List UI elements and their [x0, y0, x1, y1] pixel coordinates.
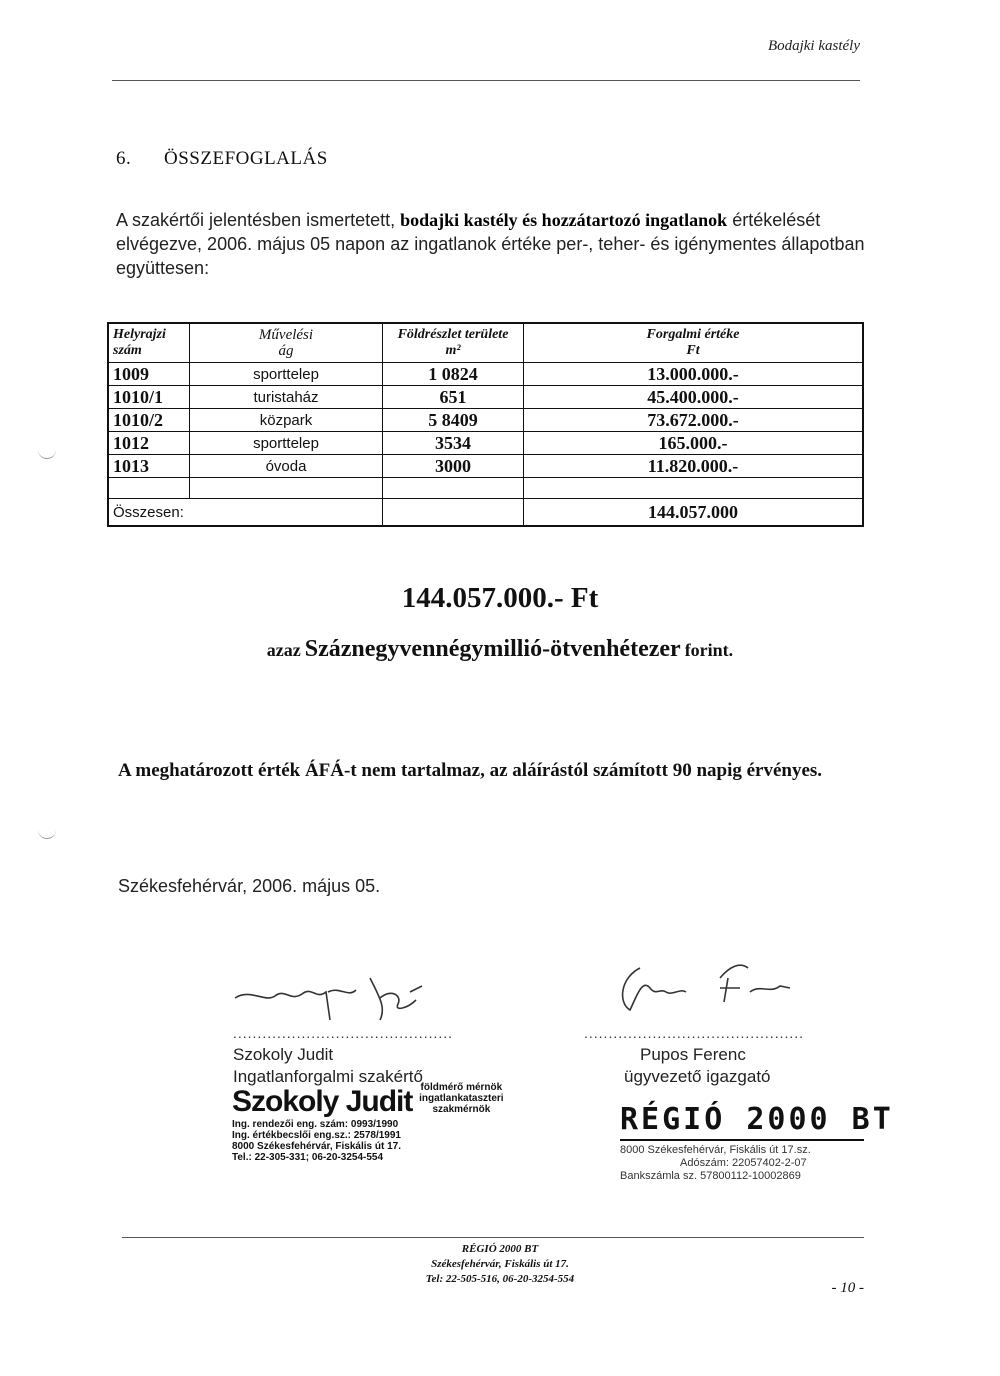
cell-terulet: 1 0824: [383, 363, 524, 386]
total-empty-cell: [383, 499, 524, 527]
signer-role-left: Ingatlanforgalmi szakértő: [233, 1067, 423, 1086]
words-prefix: azaz: [266, 640, 301, 660]
total-value: 144.057.000: [524, 499, 864, 527]
binder-hole-mark: [38, 828, 56, 839]
table-row: [108, 432, 863, 455]
cell-ertek: 73.672.000.-: [524, 409, 864, 432]
table-header-row: [108, 323, 863, 363]
header-terulet: Földrészlet területe m²: [383, 323, 524, 363]
section-heading: [116, 148, 328, 170]
section-title: ÖSSZEFOGLALÁS: [164, 148, 328, 169]
total-label: Összesen:: [108, 499, 383, 527]
stamp-left-title2: ingatlankataszteri szakmérnök: [419, 1093, 504, 1115]
cell-ag: óvoda: [190, 455, 383, 478]
signature-scribble-left: [230, 968, 470, 1028]
vat-note: A meghatározott érték ÁFÁ-t nem tartalmaz, az aláírástól számított 90 napig érvényes.: [118, 760, 823, 781]
intro-text-2: értékelését elvégezve, 2006. május 05 napon az ingatlanok értéke per-, teher- és igénymentes állapotban együttesen:: [116, 210, 865, 278]
cell-ertek: 165.000.-: [524, 432, 864, 455]
footer-line1: RÉGIÓ 2000 BT: [461, 1243, 539, 1255]
stamp-left-name: Szokoly Judit: [232, 1085, 413, 1118]
cell-ertek: 13.000.000.-: [524, 363, 864, 386]
stamp-left-line1: Ing. rendezői eng. szám: 0993/1990: [232, 1119, 399, 1130]
section-number: 6.: [116, 148, 132, 169]
stamp-right-line3: Bankszámla sz. 57800112-10002869: [620, 1170, 801, 1182]
cell-ag: sporttelep: [190, 363, 383, 386]
table-row-empty: [108, 478, 863, 499]
cell-ag: sporttelep: [190, 432, 383, 455]
intro-bold: bodajki kastély és hozzátartozó ingatlanok: [400, 210, 728, 230]
stamp-left: [232, 1082, 504, 1163]
cell-ertek: 11.820.000.-: [524, 455, 864, 478]
stamp-right-logo: RÉGIÓ 2000 BT: [620, 1102, 894, 1137]
header-title: Bodajki kastély: [767, 38, 860, 54]
cell-ertek: 45.400.000.-: [524, 386, 864, 409]
signer-role-right: ügyvezető igazgató: [624, 1067, 771, 1086]
footer-rule: [122, 1237, 864, 1238]
footer-line3: Tel: 22-505-516, 06-20-3254-554: [425, 1273, 575, 1285]
table-row: [108, 409, 863, 432]
cell-hrsz: 1013: [108, 455, 190, 478]
signature-block-right: [584, 1022, 804, 1088]
stamp-right: [620, 1102, 894, 1183]
cell-terulet: 3000: [383, 455, 524, 478]
cell-ag: közpark: [190, 409, 383, 432]
signer-name-right: Pupos Ferenc: [640, 1045, 746, 1064]
cell-terulet: 5 8409: [383, 409, 524, 432]
cell-terulet: 651: [383, 386, 524, 409]
signature-block-left: [233, 1022, 453, 1088]
stamp-right-line1: 8000 Székesfehérvár, Fiskális út 17.sz.: [620, 1144, 811, 1156]
table-row: [108, 363, 863, 386]
cell-terulet: 3534: [383, 432, 524, 455]
cell-hrsz: 1010/2: [108, 409, 190, 432]
stamp-right-rule: [620, 1139, 864, 1141]
place-date: Székesfehérvár, 2006. május 05.: [118, 876, 381, 896]
stamp-left-line2: Ing. értékbecslői eng.sz.: 2578/1991: [232, 1130, 401, 1141]
signature-scribble-right: [600, 958, 820, 1028]
header-ertek: Forgalmi értéke Ft: [524, 323, 864, 363]
header-muvelesi: Művelési ág: [190, 323, 383, 363]
cell-hrsz: 1012: [108, 432, 190, 455]
stamp-left-line3: 8000 Székesfehérvár, Fiskális út 17.: [232, 1141, 401, 1152]
cell-hrsz: 1010/1: [108, 386, 190, 409]
table-row: [108, 455, 863, 478]
binder-hole-mark: [38, 448, 56, 459]
stamp-left-title1: földmérő mérnök: [420, 1082, 503, 1093]
stamp-right-line2: Adószám: 22057402-2-07: [680, 1157, 807, 1169]
words-main: Száznegyvennégymillió-ötvenhétezer: [304, 636, 681, 662]
cell-hrsz: 1009: [108, 363, 190, 386]
table-row: [108, 386, 863, 409]
valuation-table: [107, 322, 864, 527]
page-number: - 10 -: [831, 1280, 864, 1296]
signature-line-right: .............................................: [584, 1025, 805, 1041]
stamp-left-line4: Tel.: 22-305-331; 06-20-3254-554: [232, 1152, 384, 1163]
signer-name-left: Szokoly Judit: [233, 1045, 334, 1064]
footer-line2: Székesfehérvár, Fiskális út 17.: [431, 1258, 569, 1270]
cell-ag: turistaház: [190, 386, 383, 409]
intro-text-1: A szakértői jelentésben ismertetett,: [116, 210, 396, 230]
header-rule: [112, 80, 860, 81]
table-total-row: [108, 499, 863, 527]
header-helyrajzi: Helyrajzi szám: [108, 323, 190, 363]
intro-paragraph: [116, 208, 876, 280]
signature-line-left: .............................................: [233, 1025, 454, 1041]
words-suffix: forint.: [684, 640, 734, 660]
summary-amount: 144.057.000.- Ft: [401, 582, 599, 614]
summary-words: [0, 636, 1000, 663]
